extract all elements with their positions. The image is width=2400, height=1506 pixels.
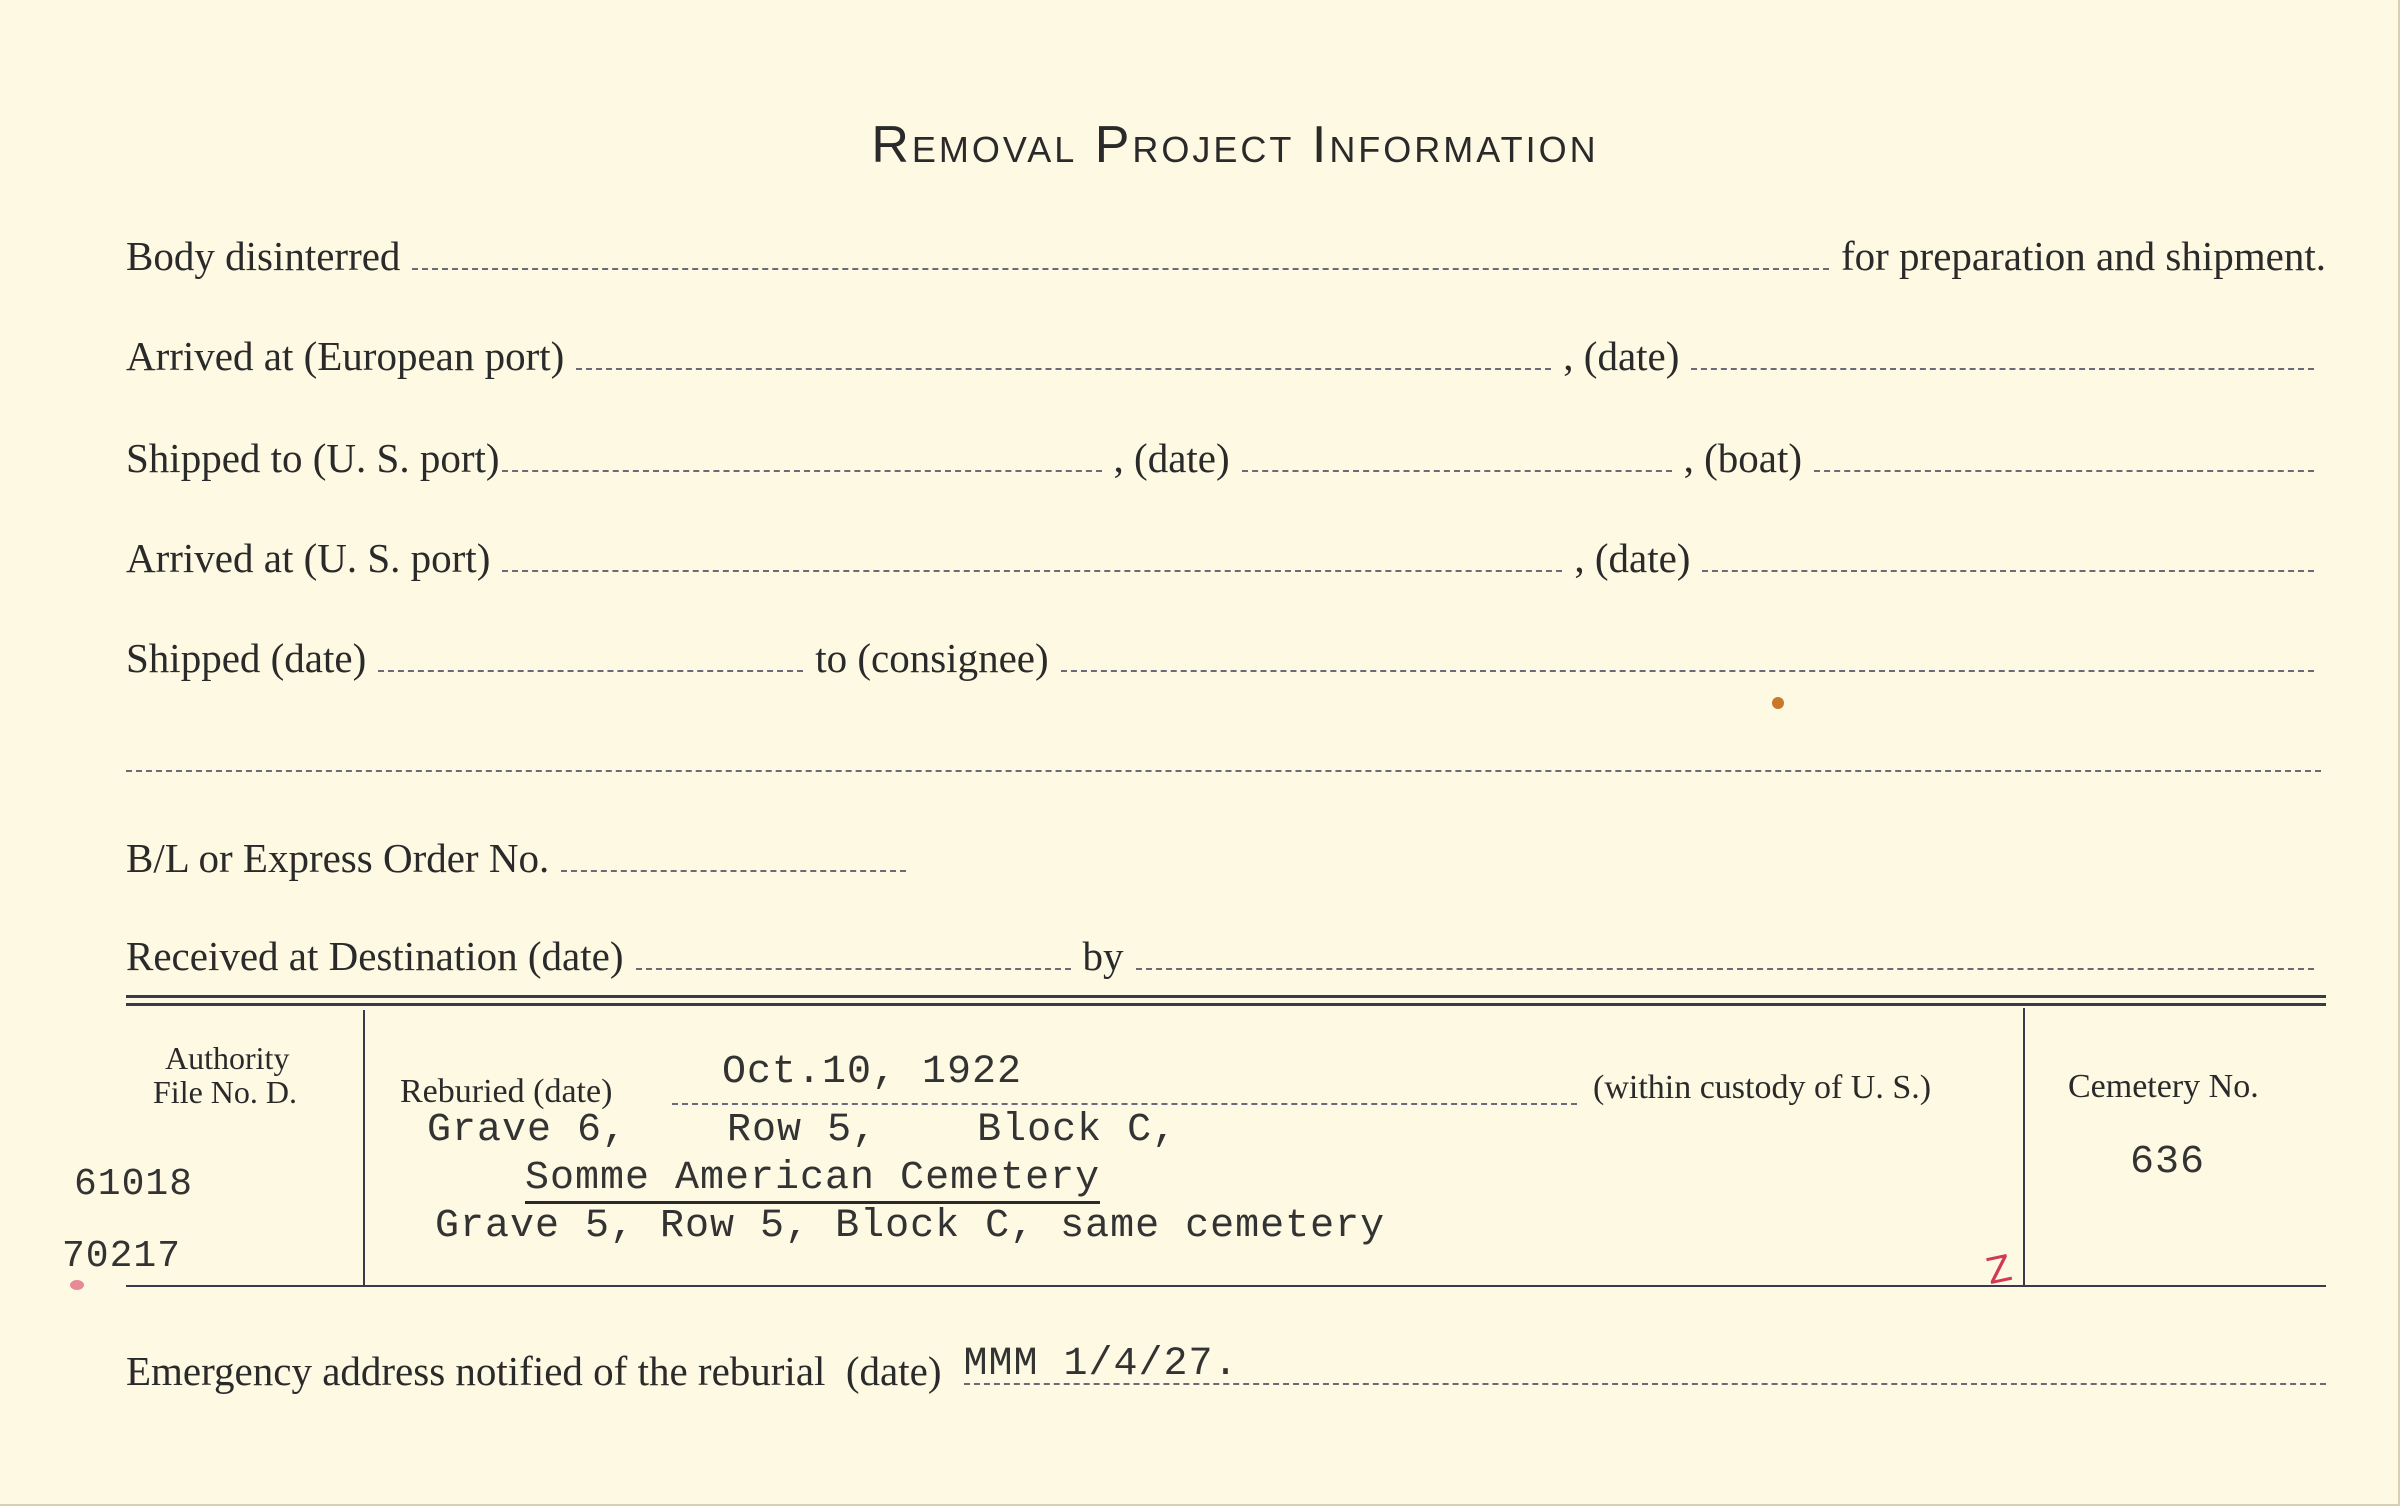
file-number-2: 70217: [62, 1235, 182, 1278]
received-destination-row: [126, 920, 2326, 980]
body-disinterred-suffix: for preparation and shipment.: [1840, 233, 2326, 279]
emergency-row: [126, 1335, 2326, 1395]
consignee-blank: [1061, 670, 2314, 672]
ink-spot: [1772, 697, 1784, 709]
grave-location-new: Grave 5, Row 5, Block C, same cemetery: [435, 1204, 1386, 1249]
red-check-mark: Z: [1983, 1247, 2016, 1294]
emergency-value: MMM 1/4/27.: [963, 1342, 1239, 1387]
arrived-us-port-blank: [502, 570, 1562, 572]
emergency-label: Emergency address notified of the reburial (date): [126, 1348, 942, 1394]
shipped-us-port-row: [126, 422, 2326, 482]
arrived-us-port-date-label: , (date): [1574, 535, 1691, 581]
card-title: Removal Project Information: [871, 116, 1599, 174]
bl-express-blank: [561, 870, 906, 872]
authority-label: Authority: [165, 1040, 290, 1076]
emergency-field: [964, 1335, 2327, 1395]
us-port-date-blank: [1242, 470, 1672, 472]
grave-location-original: Grave 6, Row 5, Block C,: [427, 1108, 1178, 1153]
file-number-1: 61018: [74, 1163, 194, 1206]
european-port-date-label: , (date): [1563, 333, 1680, 379]
red-ink-spot: [70, 1280, 84, 1290]
body-disinterred-label: Body disinterred: [126, 233, 401, 279]
body-disinterred-row: [126, 220, 2326, 280]
arrived-us-port-row: [126, 522, 2326, 582]
us-port-date-label: , (date): [1113, 435, 1230, 481]
reburied-date-blank: [672, 1103, 1577, 1105]
arrived-us-port-date-blank: [1702, 570, 2314, 572]
us-port-boat-blank: [1814, 470, 2314, 472]
european-port-date-blank: [1691, 368, 2314, 370]
column-divider-right: [2023, 1008, 2025, 1285]
bl-express-label: B/L or Express Order No.: [126, 835, 550, 881]
consignee-label: to (consignee): [815, 635, 1049, 681]
shipped-date-row: [126, 622, 2326, 682]
shipped-us-port-label: Shipped to (U. S. port): [126, 435, 500, 481]
column-divider-left: [363, 1010, 365, 1285]
received-destination-label: Received at Destination (date): [126, 933, 624, 979]
consignee-continuation-blank: [126, 770, 2321, 772]
arrived-us-port-label: Arrived at (U. S. port): [126, 535, 491, 581]
received-by-blank: [1136, 968, 2315, 970]
custody-note: (within custody of U. S.): [1593, 1069, 1932, 1106]
cemetery-name: Somme American Cemetery: [525, 1156, 1100, 1204]
bl-express-row: [126, 822, 2326, 882]
file-no-label: File No. D.: [153, 1074, 297, 1110]
received-by-label: by: [1082, 933, 1124, 979]
reburied-label: Reburied (date): [400, 1073, 613, 1110]
us-port-boat-label: , (boat): [1683, 435, 1803, 481]
arrived-european-port-label: Arrived at (European port): [126, 333, 565, 379]
shipped-date-blank: [378, 670, 803, 672]
shipped-date-label: Shipped (date): [126, 635, 367, 681]
cemetery-no-label: Cemetery No.: [2068, 1068, 2259, 1105]
us-port-blank: [502, 470, 1102, 472]
body-disinterred-blank: [412, 268, 1829, 270]
section-rule-top-1: [126, 995, 2326, 998]
received-date-blank: [636, 968, 1071, 970]
arrived-european-port-row: [126, 320, 2326, 380]
reburied-date: Oct.10, 1922: [722, 1050, 1023, 1095]
section-rule-top-2: [126, 1003, 2326, 1006]
cemetery-no-value: 636: [2130, 1140, 2206, 1185]
european-port-blank: [576, 368, 1551, 370]
